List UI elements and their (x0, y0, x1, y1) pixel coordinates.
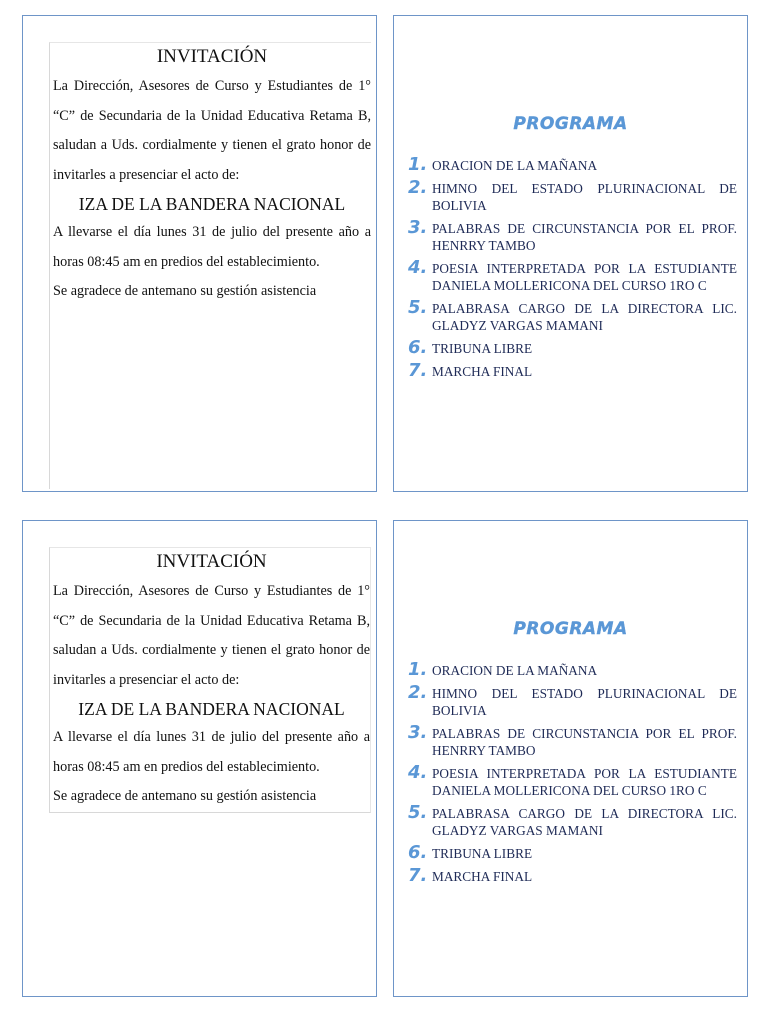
program-item (408, 659, 737, 680)
invitation-closing: Se agradece de antemano su gestión asistencia (53, 283, 317, 299)
program-item-text: POESIA INTERPRETADA POR LA ESTUDIANTE DANIELA MOLLERICONA DEL CURSO 1RO C (432, 766, 737, 798)
program-item (408, 177, 737, 214)
program-item (408, 154, 737, 175)
program-item (408, 360, 737, 381)
program-item (408, 842, 737, 863)
program-list (408, 154, 737, 386)
invitation-event: IZA DE LA BANDERA NACIONAL (78, 194, 346, 214)
invitation-textbox (49, 547, 371, 813)
program-item (408, 682, 737, 719)
program-item-text: PALABRASA CARGO DE LA DIRECTORA LIC. GLADYZ VARGAS MAMANI (432, 301, 737, 333)
program-item (408, 762, 737, 799)
program-item (408, 722, 737, 759)
program-item-text: ORACION DE LA MAÑANA (432, 158, 598, 173)
program-item-text: PALABRAS DE CIRCUNSTANCIA POR EL PROF. HENRRY TAMBO (432, 221, 737, 253)
program-item (408, 257, 737, 294)
invitation-event: IZA DE LA BANDERA NACIONAL (78, 699, 345, 719)
invitation-intro: La Dirección, Asesores de Curso y Estudiantes de 1° “C” de Secundaria de la Unidad Educativa Retama B, saludan a Uds. cordialmente y tienen el grato honor de invitarles a presenciar el acto de: (53, 78, 371, 183)
program-card-2 (393, 520, 748, 997)
program-item-text: TRIBUNA LIBRE (432, 341, 533, 356)
program-item-number: 5. (408, 802, 428, 823)
program-item-number: 7. (408, 360, 428, 381)
program-item-text: PALABRAS DE CIRCUNSTANCIA POR EL PROF. HENRRY TAMBO (432, 726, 737, 758)
invitation-card-1 (22, 15, 377, 492)
program-item-number: 3. (408, 217, 428, 238)
invitation-title: INVITACIÓN (156, 551, 267, 572)
program-item-text: MARCHA FINAL (432, 869, 533, 884)
program-item-text: PALABRASA CARGO DE LA DIRECTORA LIC. GLADYZ VARGAS MAMANI (432, 806, 737, 838)
program-item-number: 4. (408, 257, 428, 278)
invitation-card-2 (22, 520, 377, 997)
program-item-text: ORACION DE LA MAÑANA (432, 663, 598, 678)
program-item-text: MARCHA FINAL (432, 364, 533, 379)
program-item-text: HIMNO DEL ESTADO PLURINACIONAL DE BOLIVIA (432, 181, 737, 213)
program-item-number: 1. (408, 659, 428, 680)
program-item (408, 802, 737, 839)
invitation-closing: Se agradece de antemano su gestión asistencia (53, 788, 317, 804)
program-item-text: HIMNO DEL ESTADO PLURINACIONAL DE BOLIVIA (432, 686, 737, 718)
program-item-number: 3. (408, 722, 428, 743)
invitation-textbox (49, 42, 371, 489)
program-item-number: 2. (408, 682, 428, 703)
program-item-number: 6. (408, 842, 428, 863)
program-item (408, 337, 737, 358)
program-title: PROGRAMA (513, 619, 628, 639)
invitation-details: A llevarse el día lunes 31 de julio del presente año a horas 08:45 am en predios del establecimiento. (53, 224, 371, 270)
program-item-number: 2. (408, 177, 428, 198)
program-item-number: 5. (408, 297, 428, 318)
program-list (408, 659, 737, 891)
invitation-title: INVITACIÓN (156, 46, 268, 67)
program-item-number: 7. (408, 865, 428, 886)
program-item-number: 1. (408, 154, 428, 175)
program-card-1 (393, 15, 748, 492)
program-item-text: POESIA INTERPRETADA POR LA ESTUDIANTE DANIELA MOLLERICONA DEL CURSO 1RO C (432, 261, 737, 293)
program-title: PROGRAMA (513, 114, 628, 134)
program-item-text: TRIBUNA LIBRE (432, 846, 533, 861)
program-item-number: 6. (408, 337, 428, 358)
program-item (408, 217, 737, 254)
program-item (408, 865, 737, 886)
program-item-number: 4. (408, 762, 428, 783)
program-item (408, 297, 737, 334)
invitation-details: A llevarse el día lunes 31 de julio del presente año a horas 08:45 am en predios del establecimiento. (53, 729, 370, 775)
invitation-intro: La Dirección, Asesores de Curso y Estudiantes de 1° “C” de Secundaria de la Unidad Educativa Retama B, saludan a Uds. cordialmente y tienen el grato honor de invitarles a presenciar el acto de: (53, 583, 370, 688)
